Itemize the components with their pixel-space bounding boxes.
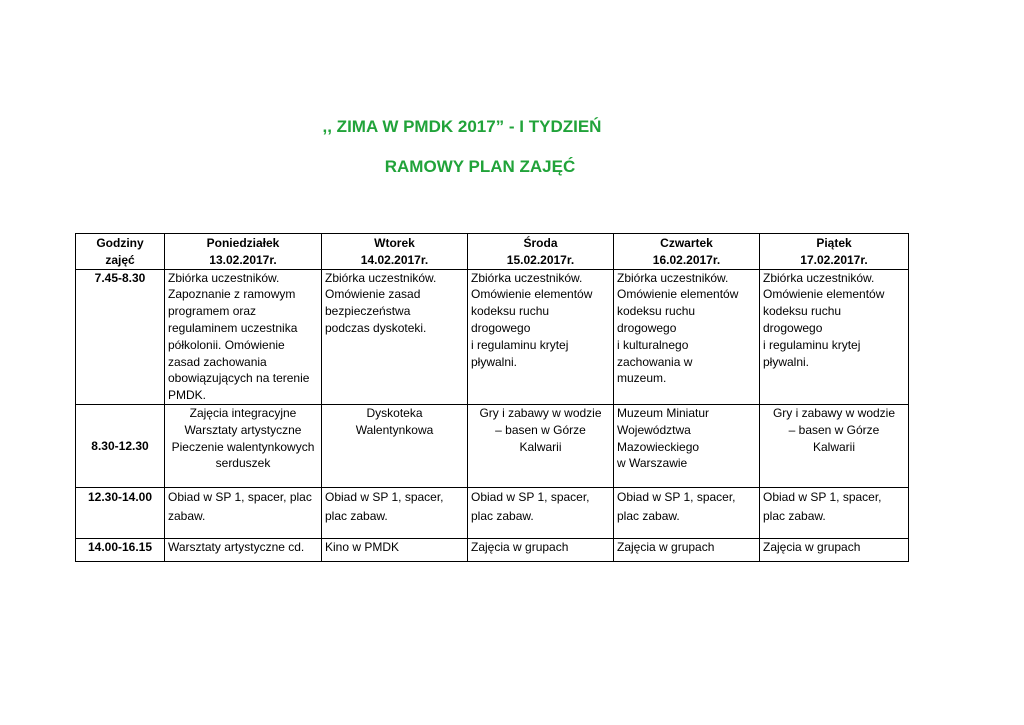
header-tuesday: Wtorek 14.02.2017r. bbox=[322, 234, 468, 270]
header-thursday: Czwartek 16.02.2017r. bbox=[614, 234, 760, 270]
cell-wednesday: Obiad w SP 1, spacer, plac zabaw. bbox=[468, 487, 614, 538]
cell-tuesday: Obiad w SP 1, spacer, plac zabaw. bbox=[322, 487, 468, 538]
table-row bbox=[76, 404, 909, 487]
cell-wednesday: Gry i zabawy w wodzie – basen w Górze Kalwarii bbox=[468, 404, 614, 487]
table-header-row bbox=[76, 234, 909, 270]
cell-friday: Zajęcia w grupach bbox=[760, 538, 909, 561]
document-subtitle: RAMOWY PLAN ZAJĘĆ bbox=[384, 157, 576, 176]
document-title: ,, ZIMA W PMDK 2017” - I TYDZIEŃ bbox=[322, 117, 602, 136]
header-friday: Piątek 17.02.2017r. bbox=[760, 234, 909, 270]
cell-wednesday: Zajęcia w grupach bbox=[468, 538, 614, 561]
row-hours: 8.30-12.30 bbox=[76, 404, 165, 487]
header-wednesday: Środa 15.02.2017r. bbox=[468, 234, 614, 270]
cell-monday: Obiad w SP 1, spacer, plac zabaw. bbox=[165, 487, 322, 538]
cell-thursday: Obiad w SP 1, spacer, plac zabaw. bbox=[614, 487, 760, 538]
table-row bbox=[76, 487, 909, 538]
cell-wednesday: Zbiórka uczestników. Omówienie elementów kodeksu ruchu drogowego i regulaminu krytej pływalni. bbox=[468, 269, 614, 404]
cell-thursday: Zajęcia w grupach bbox=[614, 538, 760, 561]
cell-monday: Warsztaty artystyczne cd. bbox=[165, 538, 322, 561]
cell-friday: Obiad w SP 1, spacer, plac zabaw. bbox=[760, 487, 909, 538]
cell-monday: Zbiórka uczestników. Zapoznanie z ramowym programem oraz regulaminem uczestnika półkolonii. Omówienie zasad zachowania obowiązujących na terenie PMDK. bbox=[165, 269, 322, 404]
table-row bbox=[76, 538, 909, 561]
row-hours: 14.00-16.15 bbox=[76, 538, 165, 561]
cell-thursday: Muzeum Miniatur Województwa Mazowieckiego w Warszawie bbox=[614, 404, 760, 487]
cell-friday: Gry i zabawy w wodzie – basen w Górze Kalwarii bbox=[760, 404, 909, 487]
cell-tuesday: Dyskoteka Walentynkowa bbox=[322, 404, 468, 487]
row-hours: 7.45-8.30 bbox=[76, 269, 165, 404]
cell-friday: Zbiórka uczestników. Omówienie elementów kodeksu ruchu drogowego i regulaminu krytej pływalni. bbox=[760, 269, 909, 404]
cell-monday: Zajęcia integracyjne Warsztaty artystyczne Pieczenie walentynkowych serduszek bbox=[165, 404, 322, 487]
header-hours: Godziny zajęć bbox=[76, 234, 165, 270]
schedule-table bbox=[75, 233, 909, 562]
cell-tuesday: Zbiórka uczestników. Omówienie zasad bezpieczeństwa podczas dyskoteki. bbox=[322, 269, 468, 404]
cell-thursday: Zbiórka uczestników. Omówienie elementów kodeksu ruchu drogowego i kulturalnego zachowania w muzeum. bbox=[614, 269, 760, 404]
row-hours: 12.30-14.00 bbox=[76, 487, 165, 538]
table-row bbox=[76, 269, 909, 404]
header-monday: Poniedziałek 13.02.2017r. bbox=[165, 234, 322, 270]
cell-tuesday: Kino w PMDK bbox=[322, 538, 468, 561]
